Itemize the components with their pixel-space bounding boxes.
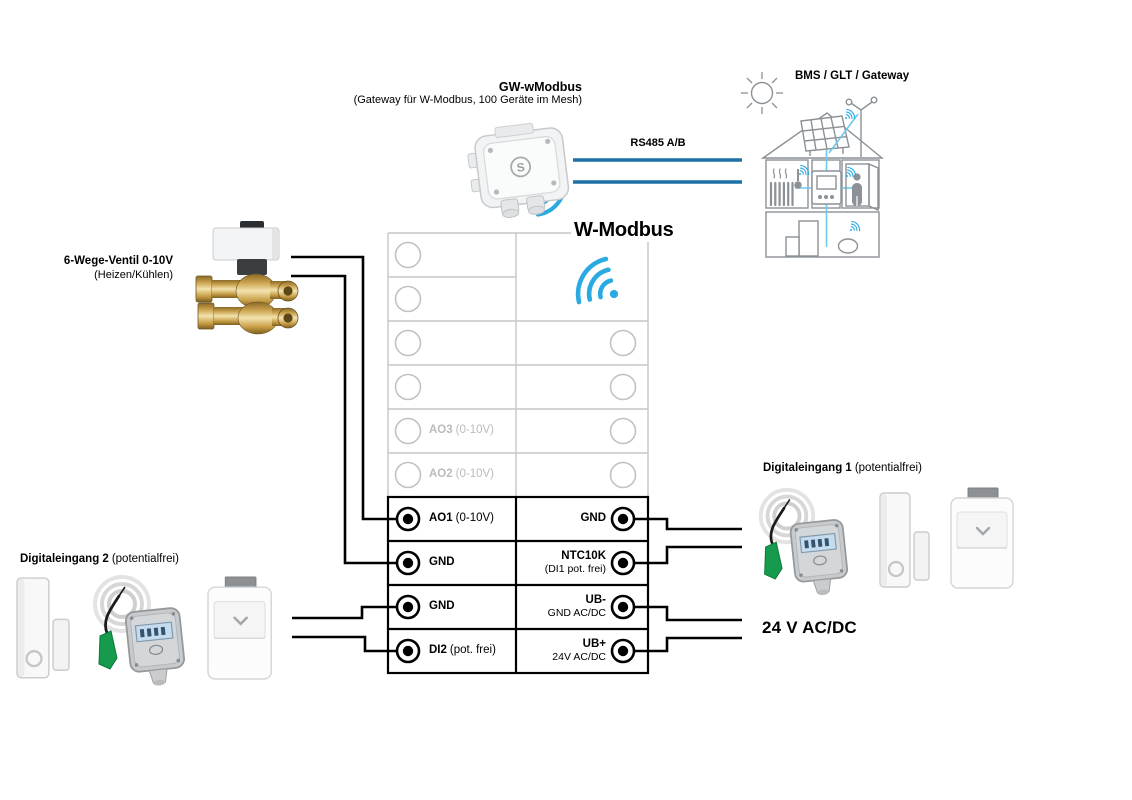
terminal-label-ao2: AO2 (0-10V) — [429, 468, 495, 480]
weather-station — [846, 97, 877, 157]
valve-title: 6-Wege-Ventil 0-10V — [63, 255, 173, 267]
terminal-label-gnd-right: GND — [580, 512, 606, 524]
bms-house-illustration — [741, 72, 882, 257]
boiler-icon — [786, 221, 818, 256]
pulse-counter-2 — [95, 577, 187, 688]
door-contact-1 — [880, 493, 929, 587]
valve-label — [64, 255, 173, 282]
terminal-label-ub-minus: UB- GND AC/DC — [547, 594, 606, 619]
terminal-circle-inactive — [396, 287, 421, 312]
wire-di2-gnd — [292, 607, 397, 618]
gateway-logo: S — [515, 159, 526, 175]
digital-input-1-devices — [761, 488, 1013, 598]
thermometer-icon — [795, 169, 801, 188]
radiator-icon — [771, 169, 793, 205]
power-label: 24 V AC/DC — [762, 618, 857, 637]
rs485-label: RS485 A/B — [630, 137, 686, 149]
terminal-label-ub-plus: UB+ 24V AC/DC — [552, 638, 606, 663]
wire-di2-di2 — [292, 637, 397, 651]
wire-ubminus — [634, 607, 742, 620]
terminal-block-grid — [388, 233, 648, 673]
thermostat-icon — [812, 171, 841, 204]
rs485-bus-lines — [573, 160, 742, 182]
wire-ubplus — [634, 638, 742, 651]
terminal-circle-inactive — [396, 331, 421, 356]
digital-input-2-label: Digitaleingang 2 (potentialfrei) — [20, 553, 179, 565]
terminal-label-ao3: AO3 (0-10V) — [429, 424, 495, 436]
terminal-circle-inactive — [396, 243, 421, 268]
room-heating — [766, 160, 808, 208]
bms-label: BMS / GLT / Gateway — [795, 70, 910, 82]
door-contact-2 — [17, 578, 69, 678]
terminal-circle-inactive — [396, 419, 421, 444]
digital-input-1-label: Digitaleingang 1 (potentialfrei) — [763, 462, 922, 474]
room-basement — [766, 212, 879, 257]
terminal-circle-inactive — [396, 463, 421, 488]
gateway-title: GW-wModbus — [498, 80, 582, 94]
wifi-icon-sensor — [846, 220, 861, 235]
gateway-subtitle: (Gateway für W-Modbus, 100 Geräte im Mesh) — [353, 94, 582, 106]
terminal-circle-inactive — [611, 331, 636, 356]
pulse-counter-1 — [761, 490, 850, 598]
gateway-header — [354, 80, 582, 107]
terminal-circle-inactive — [396, 375, 421, 400]
valve-subtitle: (Heizen/Kühlen) — [94, 268, 173, 281]
terminal-label-ntc10k: NTC10K (DI1 pot. frei) — [544, 550, 606, 575]
terminal-circle-inactive — [611, 463, 636, 488]
room-sensor-icon — [839, 239, 858, 253]
terminal-label-di2: DI2 (pot. frei) — [429, 644, 496, 656]
wmodbus-label: W-Modbus — [571, 219, 676, 242]
terminal-label-gnd-a: GND — [429, 556, 455, 568]
terminal-label-ao1: AO1 (0-10V) — [429, 512, 495, 524]
keycard-switch-2 — [208, 577, 271, 679]
terminal-label-gnd-b: GND — [429, 600, 455, 612]
digital-input-2-devices — [17, 577, 271, 688]
keycard-switch-1 — [951, 488, 1013, 588]
terminal-circle-inactive — [611, 375, 636, 400]
terminal-circle-inactive — [611, 419, 636, 444]
wifi-icon-wmodbus — [570, 253, 631, 317]
wire-ntc-di1 — [634, 547, 742, 563]
wire-gnd-di1 — [634, 519, 742, 529]
valve-illustration — [196, 221, 298, 334]
sun-icon — [741, 72, 783, 114]
